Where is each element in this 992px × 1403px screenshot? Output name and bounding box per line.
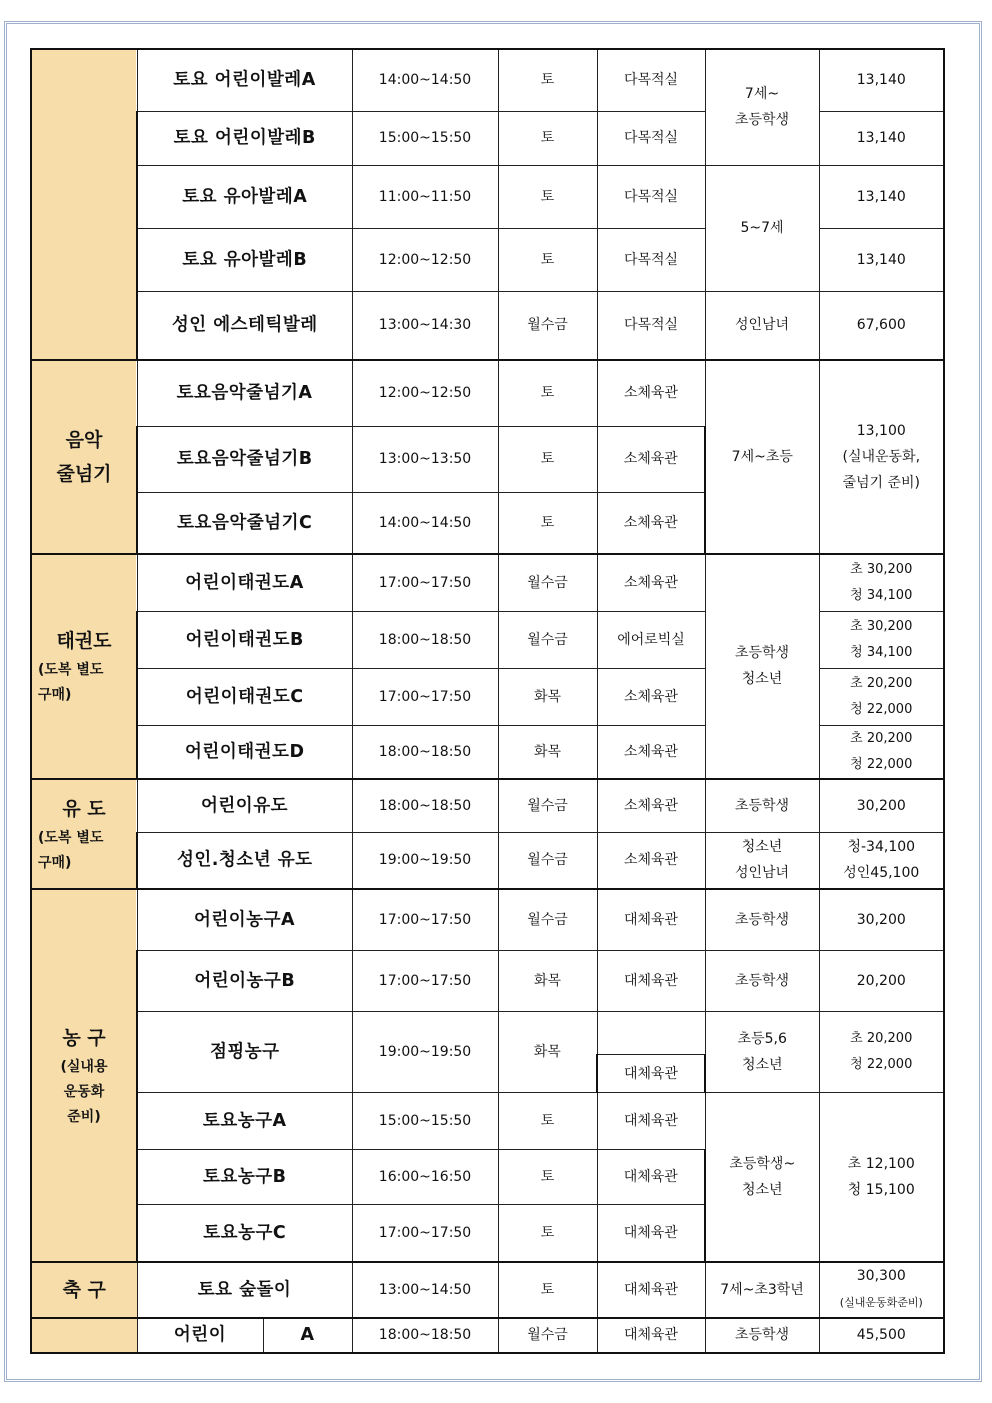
program-place: 대체육관 (597, 1150, 705, 1205)
program-target: 초등학생 (705, 889, 819, 951)
program-time: 17:00~17:50 (352, 889, 498, 951)
category-ballet (31, 49, 137, 360)
category-music-jump-rope: 음악 줄넘기 (31, 360, 137, 554)
program-day: 토 (498, 360, 597, 426)
program-day: 토 (498, 1093, 597, 1150)
table-row (31, 291, 944, 360)
program-time: 18:00~18:50 (352, 725, 498, 779)
program-time: 13:00~13:50 (352, 426, 498, 492)
program-place: 다목적실 (597, 291, 705, 360)
program-target: 청소년 성인남녀 (705, 833, 819, 889)
program-time: 15:00~15:50 (352, 111, 498, 165)
program-time: 19:00~19:50 (352, 833, 498, 889)
program-target: 초등5,6 청소년 (705, 1012, 819, 1093)
program-fee: 30,300 (실내운동화준비) (819, 1262, 944, 1318)
program-name: 토요농구B (137, 1150, 352, 1205)
program-name: 토요 어린이발레B (137, 111, 352, 165)
program-day: 토 (498, 492, 597, 554)
program-day: 토 (498, 1150, 597, 1205)
program-fee: 67,600 (819, 291, 944, 360)
table-row (31, 554, 944, 611)
program-day: 월수금 (498, 1318, 597, 1353)
program-time: 18:00~18:50 (352, 1318, 498, 1353)
program-day: 월수금 (498, 291, 597, 360)
program-name: 토요 어린이발레A (137, 49, 352, 111)
program-place: 다목적실 (597, 49, 705, 111)
program-day: 토 (498, 426, 597, 492)
category-taekwondo: 태권도 (도복 별도 구매) (31, 554, 137, 779)
program-place: 다목적실 (597, 111, 705, 165)
program-place: 대체육관 (597, 1318, 705, 1353)
program-name: 어린이 (137, 1318, 263, 1353)
program-target: 5~7세 (705, 165, 819, 291)
table-row (31, 779, 944, 833)
program-time: 11:00~11:50 (352, 165, 498, 228)
program-fee: 30,200 (819, 889, 944, 951)
program-time: 12:00~12:50 (352, 228, 498, 291)
program-place-empty (597, 1012, 705, 1055)
program-name: 어린이농구A (137, 889, 352, 951)
program-place: 다목적실 (597, 165, 705, 228)
program-day: 토 (498, 1262, 597, 1318)
program-fee: 초 20,200 청 22,000 (819, 668, 944, 725)
program-place: 소체육관 (597, 725, 705, 779)
table-row (31, 165, 944, 228)
program-time: 14:00~14:50 (352, 49, 498, 111)
program-fee: 초 20,200 청 22,000 (819, 1012, 944, 1093)
program-fee: 초 30,200 청 34,100 (819, 611, 944, 668)
program-name: 어린이태권도A (137, 554, 352, 611)
program-name: 토요음악줄넘기A (137, 360, 352, 426)
program-day: 화목 (498, 668, 597, 725)
program-time: 18:00~18:50 (352, 611, 498, 668)
program-day: 토 (498, 111, 597, 165)
program-fee: 20,200 (819, 951, 944, 1012)
program-name-suffix: A (263, 1318, 352, 1353)
program-target: 초등학생 (705, 779, 819, 833)
program-name: 어린이유도 (137, 779, 352, 833)
program-place: 소체육관 (597, 668, 705, 725)
program-place: 소체육관 (597, 360, 705, 426)
program-place: 대체육관 (597, 889, 705, 951)
table-row (31, 1093, 944, 1150)
program-name: 어린이태권도D (137, 725, 352, 779)
program-place: 대체육관 (597, 1055, 705, 1093)
program-fee: 초 20,200 청 22,000 (819, 725, 944, 779)
program-name: 토요 숲돌이 (137, 1262, 352, 1318)
program-day: 월수금 (498, 779, 597, 833)
table-row (31, 1318, 944, 1353)
program-day: 화목 (498, 1012, 597, 1093)
program-name: 토요음악줄넘기B (137, 426, 352, 492)
program-name: 토요 유아발레A (137, 165, 352, 228)
program-time: 14:00~14:50 (352, 492, 498, 554)
program-time: 18:00~18:50 (352, 779, 498, 833)
program-fee: 초 30,200 청 34,100 (819, 554, 944, 611)
program-day: 월수금 (498, 833, 597, 889)
program-name: 어린이태권도C (137, 668, 352, 725)
program-time: 16:00~16:50 (352, 1150, 498, 1205)
table-row (31, 360, 944, 426)
program-place: 대체육관 (597, 1093, 705, 1150)
program-place: 소체육관 (597, 426, 705, 492)
program-name: 토요음악줄넘기C (137, 492, 352, 554)
program-target: 초등학생~ 청소년 (705, 1093, 819, 1262)
program-day: 월수금 (498, 611, 597, 668)
program-day: 화목 (498, 951, 597, 1012)
table-row (31, 1262, 944, 1318)
program-time: 17:00~17:50 (352, 1205, 498, 1262)
program-fee: 13,140 (819, 228, 944, 291)
program-day: 토 (498, 1205, 597, 1262)
program-fee: 13,140 (819, 111, 944, 165)
program-time: 12:00~12:50 (352, 360, 498, 426)
table-row (31, 833, 944, 889)
program-time: 17:00~17:50 (352, 668, 498, 725)
program-place: 대체육관 (597, 951, 705, 1012)
program-fee: 13,100 (실내운동화, 줄넘기 준비) (819, 360, 944, 554)
table-row (31, 889, 944, 951)
program-name: 토요농구C (137, 1205, 352, 1262)
program-name: 토요농구A (137, 1093, 352, 1150)
program-fee: 45,500 (819, 1318, 944, 1353)
program-place: 소체육관 (597, 833, 705, 889)
program-name: 토요 유아발레B (137, 228, 352, 291)
program-place: 대체육관 (597, 1262, 705, 1318)
program-time: 13:00~14:50 (352, 1262, 498, 1318)
program-time: 17:00~17:50 (352, 951, 498, 1012)
program-day: 토 (498, 165, 597, 228)
program-name: 어린이농구B (137, 951, 352, 1012)
program-place: 다목적실 (597, 228, 705, 291)
category-judo: 유 도 (도복 별도 구매) (31, 779, 137, 889)
table-row (31, 1012, 944, 1055)
program-fee: 13,140 (819, 165, 944, 228)
program-time: 19:00~19:50 (352, 1012, 498, 1093)
program-fee: 청-34,100 성인45,100 (819, 833, 944, 889)
program-day: 월수금 (498, 554, 597, 611)
program-time: 15:00~15:50 (352, 1093, 498, 1150)
program-name: 어린이태권도B (137, 611, 352, 668)
program-name: 점핑농구 (137, 1012, 352, 1093)
table-row (31, 49, 944, 111)
program-target: 7세~ 초등학생 (705, 49, 819, 165)
program-name: 성인 에스테틱발레 (137, 291, 352, 360)
program-day: 월수금 (498, 889, 597, 951)
category-basketball: 농 구 (실내용 운동화 준비) (31, 889, 137, 1262)
program-fee: 초 12,100 청 15,100 (819, 1093, 944, 1262)
program-target: 7세~초등 (705, 360, 819, 554)
program-place: 대체육관 (597, 1205, 705, 1262)
program-day: 토 (498, 228, 597, 291)
program-place: 소체육관 (597, 554, 705, 611)
program-day: 토 (498, 49, 597, 111)
table-row (31, 951, 944, 1012)
category-empty (31, 1318, 137, 1353)
program-name: 성인.청소년 유도 (137, 833, 352, 889)
category-soccer: 축 구 (31, 1262, 137, 1318)
program-target: 7세~초3학년 (705, 1262, 819, 1318)
program-place: 소체육관 (597, 779, 705, 833)
program-place: 에어로빅실 (597, 611, 705, 668)
program-time: 13:00~14:30 (352, 291, 498, 360)
program-place: 소체육관 (597, 492, 705, 554)
program-fee: 13,140 (819, 49, 944, 111)
program-schedule-table (30, 48, 945, 1354)
program-target: 초등학생 (705, 1318, 819, 1353)
program-day: 화목 (498, 725, 597, 779)
program-target: 성인남녀 (705, 291, 819, 360)
program-target: 초등학생 (705, 951, 819, 1012)
program-time: 17:00~17:50 (352, 554, 498, 611)
program-fee: 30,200 (819, 779, 944, 833)
program-target: 초등학생 청소년 (705, 554, 819, 779)
